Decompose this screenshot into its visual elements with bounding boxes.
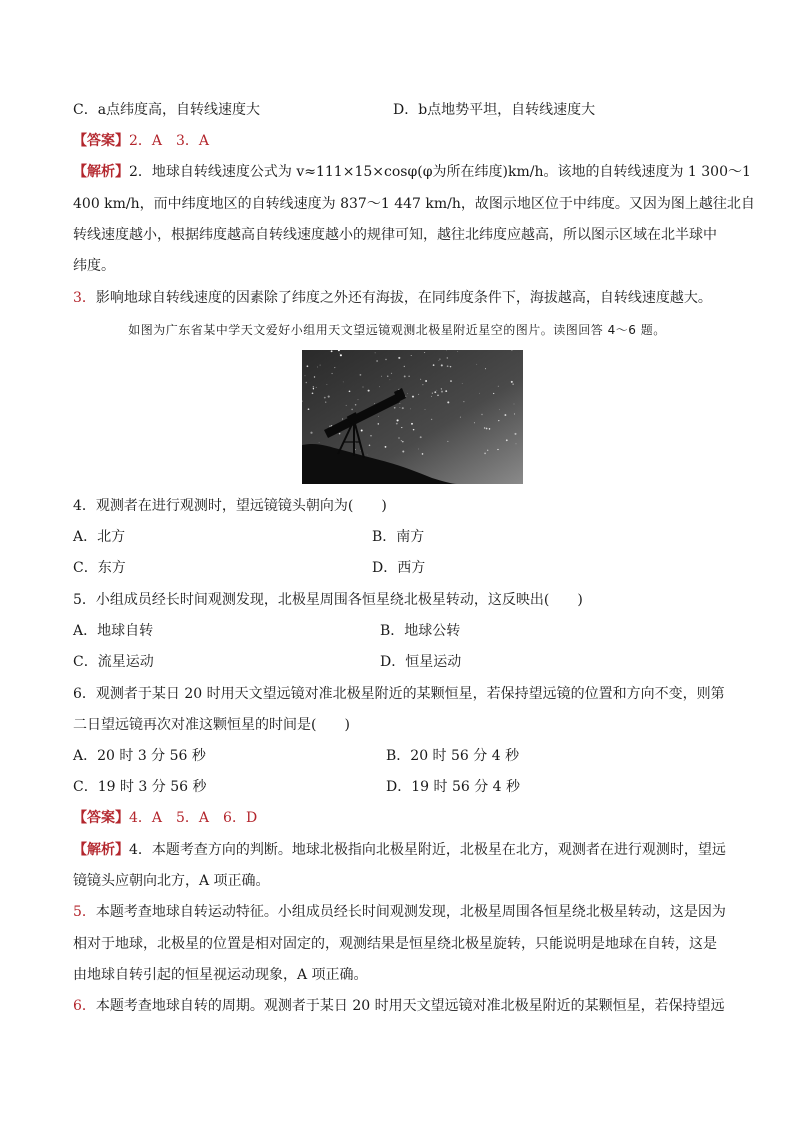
star xyxy=(351,409,353,411)
star xyxy=(340,354,342,356)
star xyxy=(316,387,317,388)
star xyxy=(331,350,333,352)
star xyxy=(418,394,419,395)
star xyxy=(404,366,405,367)
star xyxy=(447,365,449,367)
star xyxy=(445,390,447,392)
star xyxy=(346,405,347,406)
star xyxy=(511,381,513,383)
star xyxy=(362,386,363,387)
star xyxy=(407,393,408,394)
star xyxy=(424,352,425,353)
star xyxy=(433,364,435,366)
q6-option-b: B．20 时 56 分 4 秒 xyxy=(386,748,520,764)
star xyxy=(367,455,368,456)
star xyxy=(314,376,315,377)
star xyxy=(446,350,447,351)
question-6-stem-line1: 6．观测者于某日 20 时用天文望远镜对准北极星附近的某颗恒星，若保持望远镜的位置和方向不变，则第 xyxy=(73,686,725,702)
q6-option-c: C．19 时 3 分 56 秒 xyxy=(73,779,207,795)
star xyxy=(328,396,330,398)
analysis-text: 2．地球自转线速度公式为 v≈111×15×cosφ(φ为所在纬度)km/h。该地的自转线速度为 1 300～1 xyxy=(129,164,751,180)
star xyxy=(391,373,392,374)
star xyxy=(441,364,443,366)
star xyxy=(408,376,409,377)
analysis-line: 纬度。 xyxy=(73,258,115,274)
star xyxy=(402,441,404,443)
star xyxy=(441,388,442,389)
star xyxy=(312,392,314,394)
answer-text: 2．A 3．A xyxy=(129,133,210,149)
star xyxy=(486,428,488,430)
figure-caption: 如图为广东省某中学天文爱好小组用天文望远镜观测北极星附近星空的图片。读图回答 4～6 题。 xyxy=(128,323,666,337)
star xyxy=(308,408,310,410)
star xyxy=(441,391,443,393)
analysis-4-line1 xyxy=(73,840,726,860)
star xyxy=(343,382,344,383)
answer-block-1 xyxy=(73,131,723,151)
star xyxy=(422,453,424,455)
star xyxy=(476,364,477,365)
star xyxy=(411,355,412,356)
star xyxy=(412,396,414,398)
star xyxy=(462,383,463,384)
star xyxy=(413,429,415,431)
question-5-stem: 5．小组成员经长时间观测发现，北极星周围各恒星绕北极星转动，这反映出( ) xyxy=(73,592,583,608)
star xyxy=(437,395,438,396)
star xyxy=(398,437,399,438)
star xyxy=(514,413,515,414)
star xyxy=(370,435,371,436)
star xyxy=(479,393,480,394)
star xyxy=(378,416,379,417)
star xyxy=(489,428,491,430)
star xyxy=(305,375,306,376)
star xyxy=(313,388,314,389)
star xyxy=(485,368,486,369)
question-4-stem: 4．观测者在进行观测时，望远镜镜头朝向为( ) xyxy=(73,498,387,514)
star xyxy=(320,365,321,366)
analysis-line: 400 km/h，而中纬度地区的自转线速度为 837～1 447 km/h，故图示地区位于中纬度。又因为图上越往北自 xyxy=(73,196,755,212)
analysis-3 xyxy=(73,288,723,308)
star xyxy=(342,419,343,420)
star xyxy=(376,360,378,362)
analysis-line: 转线速度越小，根据纬度越高自转线速度越小的规律可知，越往北纬度应越高，所以图示区域在北半球中 xyxy=(73,227,717,243)
star xyxy=(497,449,498,450)
star xyxy=(375,353,376,354)
analysis-6-number: 6． xyxy=(73,998,96,1014)
q4-option-c: C．东方 xyxy=(73,560,126,576)
star xyxy=(378,423,380,425)
answer-block-2 xyxy=(73,808,723,828)
star xyxy=(327,384,328,385)
star xyxy=(487,450,488,451)
star xyxy=(339,354,340,355)
star xyxy=(355,404,357,406)
analysis-text: 4．本题考查方向的判断。地球北极指向北极星附近，北极星在北方，观测者在进行观测时，望远 xyxy=(129,842,726,858)
answer-text: 4．A 5．A 6．D xyxy=(129,810,258,826)
star xyxy=(484,427,485,428)
star xyxy=(306,382,308,384)
q5-option-d: D．恒星运动 xyxy=(380,654,462,670)
analysis-3-text: 影响地球自转线速度的因素除了纬度之外还有海拔，在同纬度条件下，海拔越高，自转线速度越大。 xyxy=(95,290,712,306)
star xyxy=(481,414,482,415)
star xyxy=(498,420,499,421)
star xyxy=(319,442,320,443)
star xyxy=(504,414,506,416)
star xyxy=(434,391,436,393)
analysis-tag: 【解析】 xyxy=(73,842,129,858)
star xyxy=(368,390,370,392)
star xyxy=(498,386,499,387)
analysis-5-line1 xyxy=(73,902,726,922)
star xyxy=(385,359,386,360)
star xyxy=(331,373,332,374)
star xyxy=(379,386,380,387)
star xyxy=(313,386,314,387)
star xyxy=(514,404,515,405)
star xyxy=(439,358,440,359)
star xyxy=(474,422,475,423)
star xyxy=(514,433,516,435)
question-6-stem-line2: 二日望远镜再次对准这颗恒星的时间是( ) xyxy=(73,717,350,733)
star xyxy=(385,446,387,448)
q4-option-d: D．西方 xyxy=(372,560,426,576)
q5-option-c: C．流星运动 xyxy=(73,654,154,670)
star xyxy=(400,407,401,408)
star xyxy=(447,357,448,358)
star xyxy=(358,399,359,400)
q6-option-d: D．19 时 56 分 4 秒 xyxy=(386,779,521,795)
star xyxy=(439,360,440,361)
star xyxy=(463,401,464,402)
star xyxy=(422,384,423,385)
star xyxy=(374,403,375,404)
star xyxy=(390,380,391,381)
star xyxy=(360,374,362,376)
analysis-5-number: 5． xyxy=(73,904,96,920)
q4-option-a: A．北方 xyxy=(73,529,126,545)
star xyxy=(402,407,404,409)
star xyxy=(361,430,363,432)
star xyxy=(402,450,404,452)
star xyxy=(349,390,351,392)
star xyxy=(369,445,371,447)
star xyxy=(499,409,500,410)
star xyxy=(450,380,452,382)
q4-option-b: B．南方 xyxy=(372,529,425,545)
star xyxy=(404,375,406,377)
option-c-q3: C．a点纬度高，自转线速度大 xyxy=(73,102,261,118)
telescope-night-sky-image xyxy=(302,350,523,484)
star xyxy=(425,380,427,382)
star xyxy=(447,441,448,442)
star xyxy=(397,419,399,421)
star xyxy=(310,432,312,434)
analysis-5-line2: 相对于地球，北极星的位置是相对固定的，观测结果是恒星绕北极星旋转，只能说明是地球在自转，这是 xyxy=(73,936,717,952)
analysis-6-line1 xyxy=(73,996,723,1016)
star xyxy=(398,357,400,359)
star xyxy=(307,365,309,367)
star xyxy=(387,376,388,377)
star xyxy=(339,433,341,435)
q5-option-a: A．地球自转 xyxy=(73,623,154,639)
star xyxy=(325,401,326,402)
star xyxy=(394,407,396,409)
star xyxy=(516,443,517,444)
star xyxy=(401,427,402,428)
analysis-5-line3: 由地球自转引起的恒星视运动现象，A 项正确。 xyxy=(73,967,368,983)
star xyxy=(457,351,458,352)
analysis-5-text: 本题考查地球自转运动特征。小组成员经长时间观测发现，北极星周围各恒星绕北极星转动，这是因为 xyxy=(95,904,726,920)
option-d-q3: D．b点地势平坦，自转线速度大 xyxy=(393,102,596,118)
star xyxy=(400,403,401,404)
star xyxy=(396,423,398,425)
analysis-6-text: 本题考查地球自转的周期。观测者于某日 20 时用天文望远镜对准北极星附近的某颗恒星，若保持望远 xyxy=(95,998,725,1014)
star xyxy=(431,396,432,397)
analysis-line xyxy=(73,162,751,182)
star xyxy=(431,419,432,420)
star xyxy=(410,409,411,410)
star xyxy=(450,366,452,368)
star xyxy=(425,409,426,410)
star xyxy=(324,397,326,399)
star xyxy=(401,440,402,441)
answer-tag: 【答案】 xyxy=(73,810,129,826)
analysis-tag: 【解析】 xyxy=(73,164,129,180)
star xyxy=(506,439,508,441)
star xyxy=(493,393,494,394)
star xyxy=(381,376,382,377)
analysis-3-number: 3． xyxy=(73,290,96,306)
star xyxy=(334,367,335,368)
star xyxy=(420,379,421,380)
analysis-4-line2: 镜镜头应朝向北方，A 项正确。 xyxy=(73,873,270,889)
answer-tag: 【答案】 xyxy=(73,133,129,149)
q6-option-a: A．20 时 3 分 56 秒 xyxy=(73,748,206,764)
star xyxy=(447,401,449,403)
star xyxy=(317,367,318,368)
star xyxy=(436,390,437,391)
star xyxy=(420,436,422,438)
star xyxy=(512,383,513,384)
star xyxy=(411,423,413,425)
star xyxy=(460,417,461,418)
star xyxy=(432,393,433,394)
q5-option-b: B．地球公转 xyxy=(380,623,461,639)
star xyxy=(418,449,419,450)
star xyxy=(484,452,486,454)
